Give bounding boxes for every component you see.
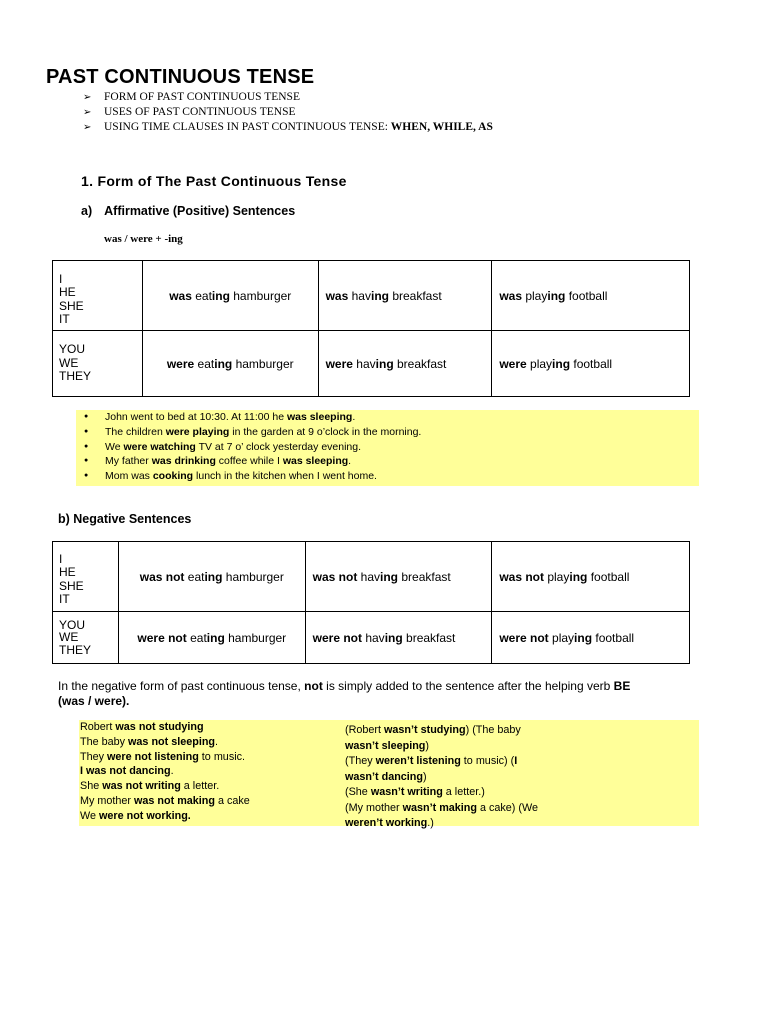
list-item: (Robert wasn’t studying) (The baby (345, 724, 521, 736)
verb-cell: were having breakfast (318, 331, 492, 397)
list-item: They were not listening to music. (80, 750, 246, 763)
negative-examples-box (79, 720, 699, 829)
arrow-bullet-icon: ➢ (83, 92, 92, 103)
list-item: We were not working. (80, 809, 191, 822)
verb-cell: was playing football (492, 261, 690, 331)
negative-examples-full (80, 720, 330, 824)
verb-cell: was eating hamburger (142, 261, 318, 331)
table-row (53, 612, 690, 664)
list-item: The baby was not sleeping. (80, 735, 219, 748)
arrow-bullet-icon: ➢ (83, 107, 92, 118)
table-row (53, 261, 690, 331)
list-item: ● My father was drinking coffee while I was sleeping. (76, 454, 699, 469)
toc-item: ➢ USES OF PAST CONTINUOUS TENSE (83, 106, 296, 118)
page-title: PAST CONTINUOUS TENSE (46, 66, 315, 88)
list-item: (She wasn’t writing a letter.) (345, 786, 485, 798)
list-item: ● The children were playing in the garden at 9 o’clock in the morning. (76, 425, 699, 440)
verb-cell: were eating hamburger (142, 331, 318, 397)
table-row (53, 542, 690, 612)
table-row (53, 331, 690, 397)
subsection-heading: a) Affirmative (Positive) Sentences (81, 204, 296, 218)
negative-table (52, 541, 690, 664)
verb-cell: were not playing football (492, 612, 690, 664)
list-item: My mother was not making a cake (80, 794, 250, 807)
list-item: wasn’t sleeping) (345, 739, 430, 752)
pronoun-cell: YOU WE THEY (53, 331, 143, 397)
table-of-contents (83, 90, 493, 135)
verb-cell: was not playing football (492, 542, 690, 612)
list-item: (My mother wasn’t making a cake) (We (345, 801, 539, 814)
pronoun-cell: YOU WE THEY (53, 612, 119, 664)
toc-item: ➢ FORM OF PAST CONTINUOUS TENSE (83, 91, 300, 103)
pronoun-cell: I HE SHE IT (53, 261, 143, 331)
list-item: ● Mom was cooking lunch in the kitchen when I went home. (76, 469, 699, 484)
formula: was / were + -ing (104, 233, 183, 245)
arrow-bullet-icon: ➢ (83, 122, 92, 133)
list-item: I was not dancing. (80, 765, 174, 778)
negative-note: In the negative form of past continuous tense, not is simply added to the sentence after the helping verb BE (was / were). (58, 679, 631, 708)
verb-cell: were not eating hamburger (118, 612, 305, 664)
verb-cell: was not having breakfast (305, 542, 492, 612)
list-item: ● John went to bed at 10:30. At 11:00 he was sleeping. (76, 410, 699, 425)
list-item: Robert was not studying (80, 721, 204, 733)
list-item: wasn’t dancing) (345, 770, 427, 783)
list-item: ● We were watching TV at 7 o’ clock yesterday evening. (76, 440, 699, 455)
subsection-heading: b) Negative Sentences (58, 512, 192, 526)
section-heading: 1. Form of The Past Continuous Tense (81, 173, 347, 189)
pronoun-cell: I HE SHE IT (53, 542, 119, 612)
verb-cell: was having breakfast (318, 261, 492, 331)
list-item: weren’t working.) (345, 817, 434, 829)
list-item: She was not writing a letter. (80, 780, 220, 793)
verb-cell: were playing football (492, 331, 690, 397)
affirmative-table (52, 260, 690, 397)
list-item: (They weren’t listening to music) (I (345, 755, 518, 767)
negative-examples-contracted (345, 723, 570, 832)
toc-item: ➢ USING TIME CLAUSES IN PAST CONTINUOUS TENSE: WHEN, WHILE, AS (83, 121, 493, 133)
affirmative-examples-box (76, 410, 699, 486)
verb-cell: were not having breakfast (305, 612, 492, 664)
verb-cell: was not eating hamburger (118, 542, 305, 612)
